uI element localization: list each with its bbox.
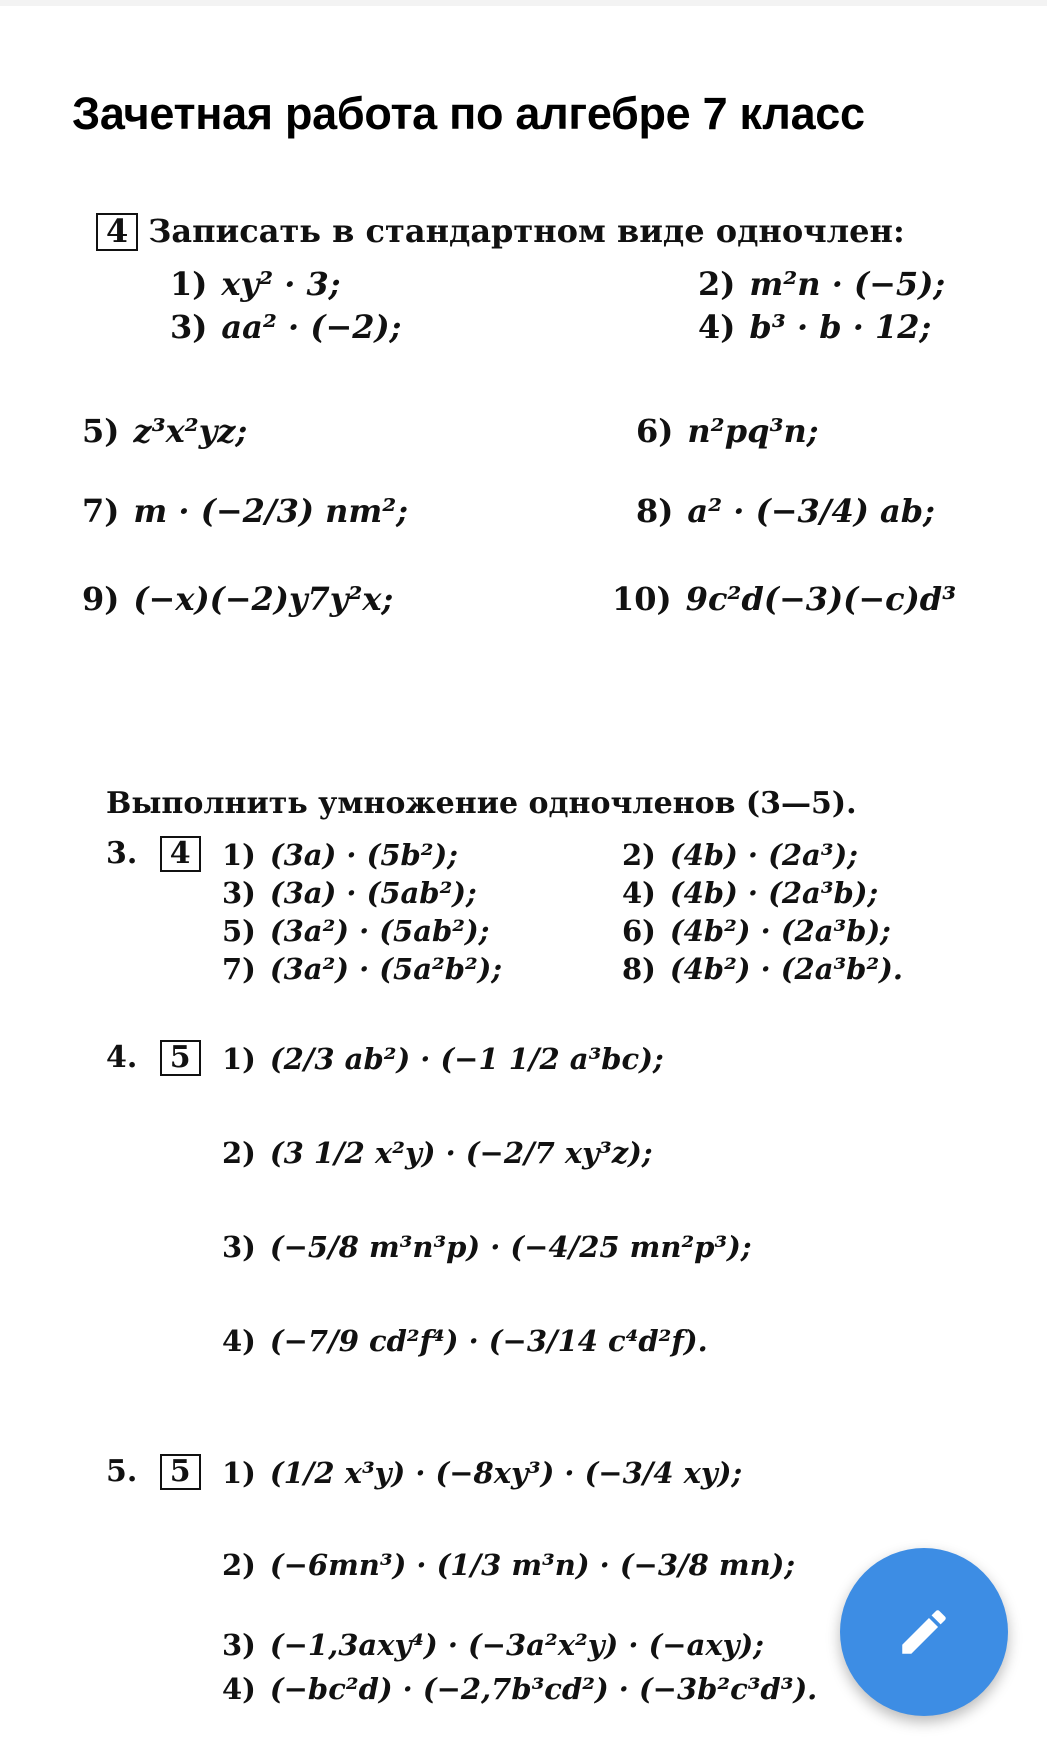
s1-item-9: 9) (−x)(−2)y7y²x;: [82, 580, 394, 618]
t3-item-2: 2) (4b) · (2a³);: [622, 838, 858, 872]
t5-item-1: 1) (1/2 x³y) · (−8xy³) · (−3/4 xy);: [222, 1456, 743, 1490]
t5-item-2: 2) (−6mn³) · (1/3 m³n) · (−3/8 mn);: [222, 1548, 796, 1582]
task3-label: 3.: [106, 836, 138, 871]
task4-label-group: [106, 1040, 211, 1076]
top-edge: [0, 0, 1047, 6]
section1-heading: [96, 212, 905, 251]
t3-item-7: 7) (3a²) · (5a²b²);: [222, 952, 503, 986]
edit-fab-button[interactable]: [840, 1548, 1008, 1716]
s1-item-4: 4) b³ · b · 12;: [698, 308, 932, 346]
page-title: Зачетная работа по алгебре 7 класс: [72, 88, 865, 139]
task5-label-group: [106, 1454, 211, 1490]
task3-badge: 4: [160, 836, 201, 872]
s1-item-10: 10) 9c²d(−3)(−c)d³: [612, 580, 957, 618]
task4-label: 4.: [106, 1040, 138, 1075]
s1-item-1: 1) xy² · 3;: [170, 265, 341, 303]
s1-item-8: 8) a² · (−3/4) ab;: [636, 492, 935, 530]
t4-item-3: 3) (−5/8 m³n³p) · (−4/25 mn²p³);: [222, 1230, 752, 1264]
t3-item-4: 4) (4b) · (2a³b);: [622, 876, 879, 910]
t3-item-5: 5) (3a²) · (5ab²);: [222, 914, 490, 948]
section2-heading: Выполнить умножение одночленов (3—5).: [106, 786, 857, 821]
t3-item-8: 8) (4b²) · (2a³b²).: [622, 952, 903, 986]
t4-item-2: 2) (3 1/2 x²y) · (−2/7 xy³z);: [222, 1136, 653, 1170]
task5-label: 5.: [106, 1454, 138, 1489]
task3-label-group: [106, 836, 211, 872]
s1-item-2: 2) m²n · (−5);: [698, 265, 946, 303]
s1-item-7: 7) m · (−2/3) nm²;: [82, 492, 409, 530]
t4-item-1: 1) (2/3 ab²) · (−1 1/2 a³bc);: [222, 1042, 664, 1076]
t5-item-3: 3) (−1,3axy⁴) · (−3a²x²y) · (−axy);: [222, 1628, 764, 1662]
t3-item-1: 1) (3a) · (5b²);: [222, 838, 458, 872]
t4-item-4: 4) (−7/9 cd²f⁴) · (−3/14 c⁴d²f).: [222, 1324, 708, 1358]
t5-item-4: 4) (−bc²d) · (−2,7b³cd²) · (−3b²c³d³).: [222, 1672, 818, 1706]
task5-badge: 5: [160, 1454, 201, 1490]
section1-heading-text: Записать в стандартном виде одночлен:: [148, 212, 905, 250]
s1-item-3: 3) aa² · (−2);: [170, 308, 402, 346]
s1-item-6: 6) n²pq³n;: [636, 412, 819, 450]
task4-badge: 5: [160, 1040, 201, 1076]
s1-item-5: 5) z³x²yz;: [82, 412, 248, 450]
t3-item-6: 6) (4b²) · (2a³b);: [622, 914, 891, 948]
pencil-icon: [895, 1603, 953, 1661]
section1-badge: 4: [96, 213, 138, 251]
t3-item-3: 3) (3a) · (5ab²);: [222, 876, 477, 910]
